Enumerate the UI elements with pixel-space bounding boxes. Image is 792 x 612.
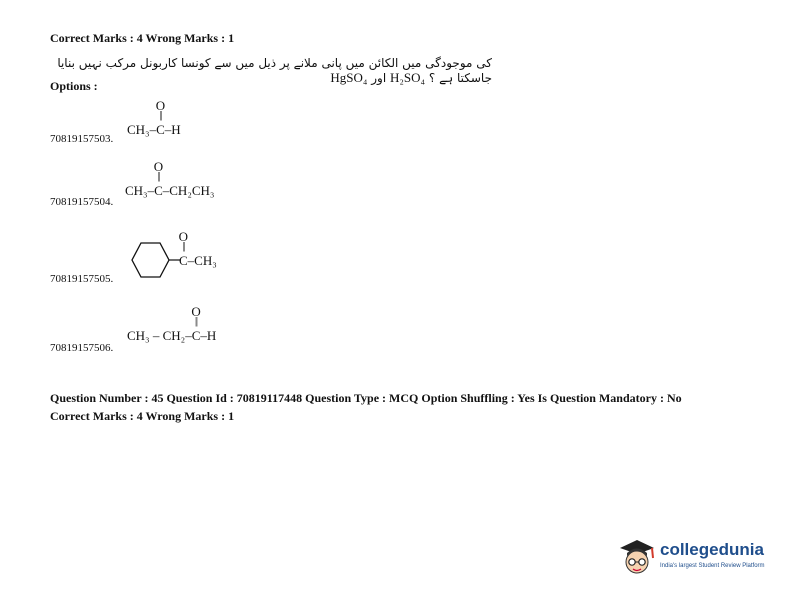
formula-group: CH₂CH₃	[169, 183, 215, 198]
option-id-1: 70819157503.	[50, 133, 114, 145]
option-formula-2: CH₃– O || C–CH₂CH₃	[125, 159, 215, 198]
double-bond: ||	[182, 241, 185, 252]
option-id-4: 70819157506.	[50, 342, 114, 354]
option-formula-3: O || C–CH₃	[178, 229, 217, 268]
question-text	[52, 56, 492, 86]
option-formula-1: CH₃– O || C–H	[127, 98, 181, 137]
question-urdu-text: کی موجودگی میں الکائن میں پانی ملانے پر ذیل میں سے کونسا کاربونل مرکب نہیں بنایا جاسکتا ہے ؟	[57, 56, 492, 85]
mascot-icon	[616, 534, 658, 578]
reagent-hgso4: HgSO₄	[330, 70, 368, 85]
double-bond: ||	[195, 316, 198, 327]
option-formula-4: CH₃ – CH₂– O || C–H	[127, 304, 217, 343]
option-id-2: 70819157504.	[50, 196, 114, 208]
oxygen-atom: O	[191, 304, 201, 319]
formula-group: H	[206, 328, 217, 343]
carbonyl-group	[153, 159, 164, 199]
carbonyl-group	[155, 98, 166, 138]
formula-group: CH₂	[162, 328, 186, 343]
formula-group: CH₃	[127, 122, 150, 137]
question-connector: اور	[371, 71, 387, 85]
options-label: Options :	[50, 79, 98, 93]
formula-group: CH₃	[127, 328, 150, 343]
logo-wordmark: collegedunia	[660, 540, 764, 559]
oxygen-atom: O	[153, 159, 164, 174]
next-question-marks: Correct Marks : 4 Wrong Marks : 1	[50, 409, 235, 423]
formula-group: CH₃	[125, 183, 148, 198]
carbonyl-group	[178, 229, 189, 269]
carbonyl-group	[191, 304, 201, 344]
cyclohexane-ring	[125, 238, 185, 284]
carbon-atom: C	[191, 328, 201, 343]
logo-tagline: India's largest Student Review Platform	[660, 563, 765, 569]
oxygen-atom: O	[155, 98, 166, 113]
formula-group: CH₃	[194, 253, 217, 268]
carbon-atom: C	[154, 183, 163, 198]
oxygen-atom: O	[178, 229, 189, 244]
collegedunia-logo	[616, 534, 776, 580]
formula-group: H	[171, 122, 181, 137]
double-bond: ||	[159, 110, 162, 121]
option-id-3: 70819157505.	[50, 273, 114, 285]
double-bond: ||	[157, 171, 160, 182]
carbon-atom: C	[179, 253, 188, 268]
marks-line: Correct Marks : 4 Wrong Marks : 1	[50, 31, 235, 45]
next-question-meta: Question Number : 45 Question Id : 70819117448 Question Type : MCQ Option Shuffling : Yes Is Question Mandatory : No	[50, 391, 682, 405]
carbon-atom: C	[156, 122, 165, 137]
reagent-h2so4: H₂SO₄	[390, 70, 426, 85]
